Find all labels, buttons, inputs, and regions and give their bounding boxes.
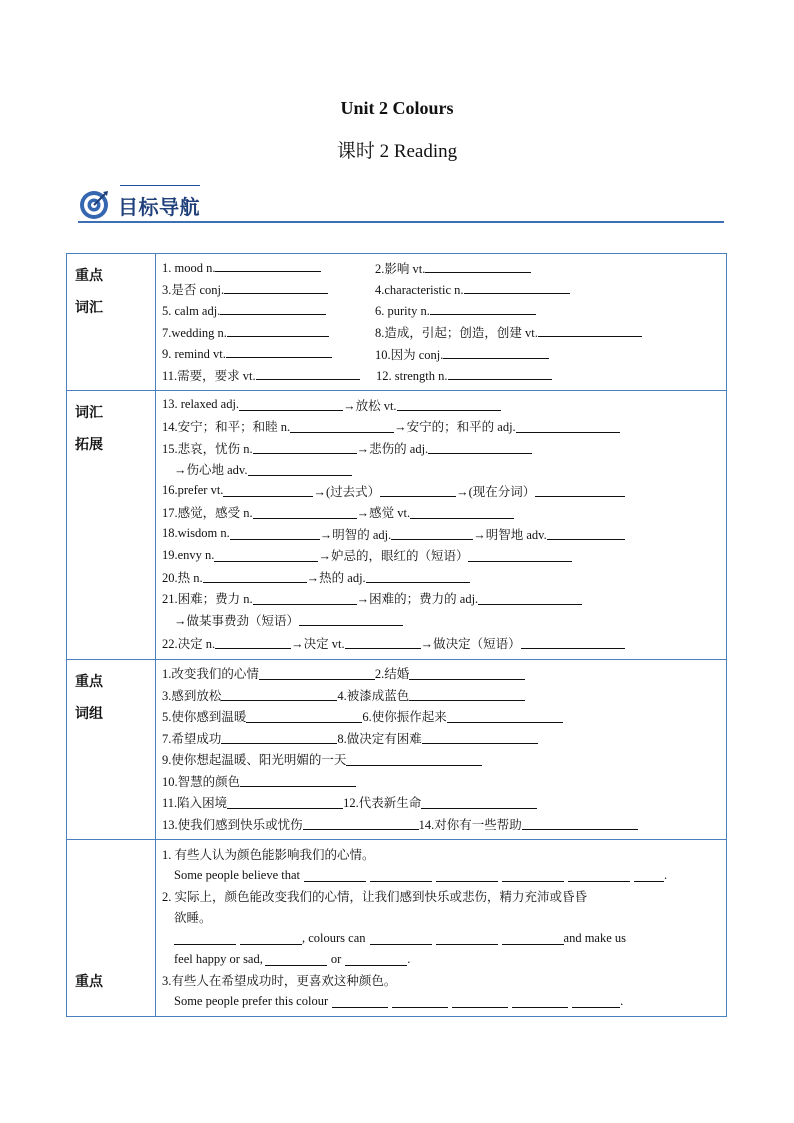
answer-blank[interactable] [203,570,307,583]
answer-blank[interactable] [290,420,394,433]
vocab-prompt: →悲伤的 adj. [356,441,429,456]
category-label: 词汇 [75,405,103,421]
answer-blank[interactable] [478,592,582,605]
answer-blank[interactable] [568,869,630,882]
answer-blank[interactable] [370,932,432,945]
vocab-prompt: 5. calm adj. [162,304,221,319]
answer-blank[interactable] [572,995,620,1008]
phrase-prompt: 13.使我们感到快乐或忧伤 [162,817,303,832]
answer-blank[interactable] [391,527,473,540]
answer-blank[interactable] [223,484,313,497]
answer-blank[interactable] [221,731,337,744]
answer-blank[interactable] [240,932,302,945]
sentence-stem: Some people prefer this colour [174,993,329,1008]
sentence-prompt: 欲睡。 [174,911,212,925]
phrase-prompt: 10.智慧的颜色 [162,774,241,789]
answer-blank[interactable] [422,731,538,744]
answer-blank[interactable] [447,710,563,723]
phrase-prompt: 1.改变我们的心情 [162,667,259,682]
nav-label: 目标导航 [118,195,200,219]
answer-blank[interactable] [521,636,625,649]
vocab-prompt: 19.envy n. [162,547,215,562]
vocab-prompt: 21.困难；费力 n. [162,592,253,607]
phrase-prompt: 14.对你有一些帮助 [418,817,522,832]
sentence-prompt: 1. 有些人认为颜色能影响我们的心情。 [162,848,375,862]
section-key-vocab [67,254,727,391]
answer-blank[interactable] [253,592,357,605]
section-nav-header [78,185,724,225]
phrase-prompt: 9.使你想起温暖、阳光明媚的一天 [162,753,347,768]
answer-blank[interactable] [227,324,329,337]
answer-blank[interactable] [380,484,456,497]
answer-blank[interactable] [265,953,327,966]
answer-blank[interactable] [240,774,356,787]
answer-blank[interactable] [428,441,532,454]
answer-blank[interactable] [443,346,549,359]
answer-blank[interactable] [230,527,320,540]
vocab-content [156,254,727,391]
answer-blank[interactable] [392,995,448,1008]
vocab-prompt: 17.感觉，感受 n. [162,506,253,521]
vocab-prompt: →妒忌的，眼红的（短语） [318,549,469,564]
category-label: 词组 [75,705,103,722]
answer-blank[interactable] [421,796,537,809]
answer-blank[interactable] [502,932,564,945]
vocab-prompt: 18.wisdom n. [162,526,230,541]
answer-blank[interactable] [538,324,642,337]
answer-blank[interactable] [397,398,501,411]
phrase-prompt: 8.做决定有困难 [337,731,422,746]
answer-blank[interactable] [464,281,570,294]
category-label: 重点 [75,973,103,990]
section-key-sentences [67,839,727,1016]
answer-blank[interactable] [516,420,620,433]
answer-blank[interactable] [345,953,407,966]
vocab-prompt: 15.悲哀，忧伤 n. [162,441,253,456]
answer-blank[interactable] [246,710,362,723]
answer-blank[interactable] [220,302,326,315]
page-title: Unit 2 Colours [340,98,454,118]
answer-blank[interactable] [502,869,564,882]
category-label: 词汇 [75,300,103,316]
answer-blank[interactable] [370,869,432,882]
sentence-prompt: 2. 实际上，颜色能改变我们的心情，让我们感到快乐或悲伤，精力充沛或昏昏 [162,890,588,904]
vocab-prompt: →安宁的；和平的 adj. [394,420,516,435]
sentence-prompt: 3.有些人在希望成功时，更喜欢这种颜色。 [162,974,397,988]
target-icon [78,189,110,221]
sentence-stem: Some people believe that [174,867,301,882]
answer-blank[interactable] [345,636,421,649]
phrases-content [156,659,727,839]
expansion-content [156,391,727,660]
vocab-prompt: 8.造成，引起；创造，创建 vt. [375,326,538,341]
answer-blank[interactable] [253,441,357,454]
answer-blank[interactable] [430,302,536,315]
answer-blank[interactable] [214,549,318,562]
answer-blank[interactable] [303,817,419,830]
answer-blank[interactable] [634,869,664,882]
period-mark: . [407,951,411,966]
category-cell [67,391,156,660]
sentences-content [156,839,727,1016]
phrase-prompt: 2.结婚 [374,667,410,682]
category-label: 拓展 [75,437,103,453]
category-cell [67,659,156,839]
answer-blank[interactable] [215,636,291,649]
category-label: 重点 [75,673,103,690]
vocab-prompt: 20.热 n. [162,570,203,585]
vocab-prompt: →感觉 vt. [356,506,411,521]
vocab-prompt: →(现在分词） [456,484,536,499]
answer-blank[interactable] [253,506,357,519]
answer-blank[interactable] [239,398,343,411]
phrase-prompt: 5.使你感到温暖 [162,710,247,725]
vocab-prompt: 22.决定 n. [162,636,216,651]
vocab-prompt: 14.安宁；和平；和睦 n. [162,420,291,435]
answer-blank[interactable] [409,688,525,701]
vocab-prompt: 4.characteristic n. [375,282,464,297]
vocab-prompt: 1. mood n. [162,261,216,276]
vocab-prompt: 6. purity n. [375,304,430,319]
section-key-phrases [67,659,727,839]
answer-blank[interactable] [304,869,366,882]
vocab-prompt: →做决定（短语） [420,636,521,651]
nav-bottom-rule [78,221,724,223]
sentence-stem: feel happy or sad, [174,951,263,966]
answer-blank[interactable] [259,667,375,680]
section-vocab-expansion [67,391,727,660]
answer-blank[interactable] [425,260,531,273]
answer-blank[interactable] [174,932,236,945]
sentence-stem: , colours can [302,930,366,945]
answer-blank[interactable] [227,796,343,809]
answer-blank[interactable] [215,259,321,272]
period-mark: . [664,867,668,882]
category-label: 重点 [75,268,103,284]
period-mark: . [620,993,624,1008]
vocab-prompt: →决定 vt. [291,636,345,651]
vocab-prompt: →(过去式） [313,484,381,499]
answer-blank[interactable] [512,995,568,1008]
answer-blank[interactable] [221,688,337,701]
worksheet-table [66,253,727,1017]
vocab-prompt: →伤心地 adv. [174,463,248,478]
vocab-prompt: 13. relaxed adj. [162,397,240,412]
answer-blank[interactable] [366,570,470,583]
answer-blank[interactable] [448,367,552,380]
vocab-prompt: →困难的；费力的 adj. [356,592,479,607]
nav-top-rule [120,185,200,186]
vocab-prompt: 9. remind vt. [162,347,226,362]
vocab-prompt: 11.需要，要求 vt. [162,369,256,384]
category-cell [67,839,156,1016]
vocab-prompt: 10.因为 conj. [375,347,444,362]
vocab-prompt: →明智的 adj. [319,527,392,542]
vocab-prompt: 2.影响 vt. [375,261,426,276]
vocab-prompt: 7.wedding n. [162,325,227,340]
answer-blank[interactable] [535,484,625,497]
vocab-prompt: →热的 adj. [306,570,366,585]
answer-blank[interactable] [547,527,625,540]
phrase-prompt: 7.希望成功 [162,731,222,746]
answer-blank[interactable] [452,995,508,1008]
phrase-prompt: 12.代表新生命 [343,796,422,811]
answer-blank[interactable] [522,817,638,830]
vocab-prompt: →明智地 adv. [473,527,547,542]
answer-blank[interactable] [409,667,525,680]
vocab-prompt: 12. strength n. [376,368,448,383]
phrase-prompt: 11.陷入困境 [162,796,228,811]
answer-blank[interactable] [410,506,514,519]
phrase-prompt: 4.被漆成蓝色 [337,688,410,703]
phrase-prompt: 6.使你振作起来 [362,710,447,725]
answer-blank[interactable] [332,995,388,1008]
sentence-stem: or [330,951,342,966]
answer-blank[interactable] [436,869,498,882]
answer-blank[interactable] [299,613,403,626]
sentence-stem: and make us [563,930,627,945]
vocab-prompt: →做某事费劲（短语） [174,613,300,628]
phrase-prompt: 3.感到放松 [162,688,222,703]
answer-blank[interactable] [248,463,352,476]
answer-blank[interactable] [224,281,328,294]
category-cell [67,254,156,391]
answer-blank[interactable] [436,932,498,945]
vocab-prompt: 3.是否 conj. [162,283,225,298]
answer-blank[interactable] [468,549,572,562]
page-subtitle: 课时 2 Reading [336,141,458,162]
vocab-prompt: 16.prefer vt. [162,483,224,498]
answer-blank[interactable] [226,345,332,358]
answer-blank[interactable] [256,367,360,380]
answer-blank[interactable] [346,753,482,766]
vocab-prompt: →放松 vt. [343,398,397,413]
